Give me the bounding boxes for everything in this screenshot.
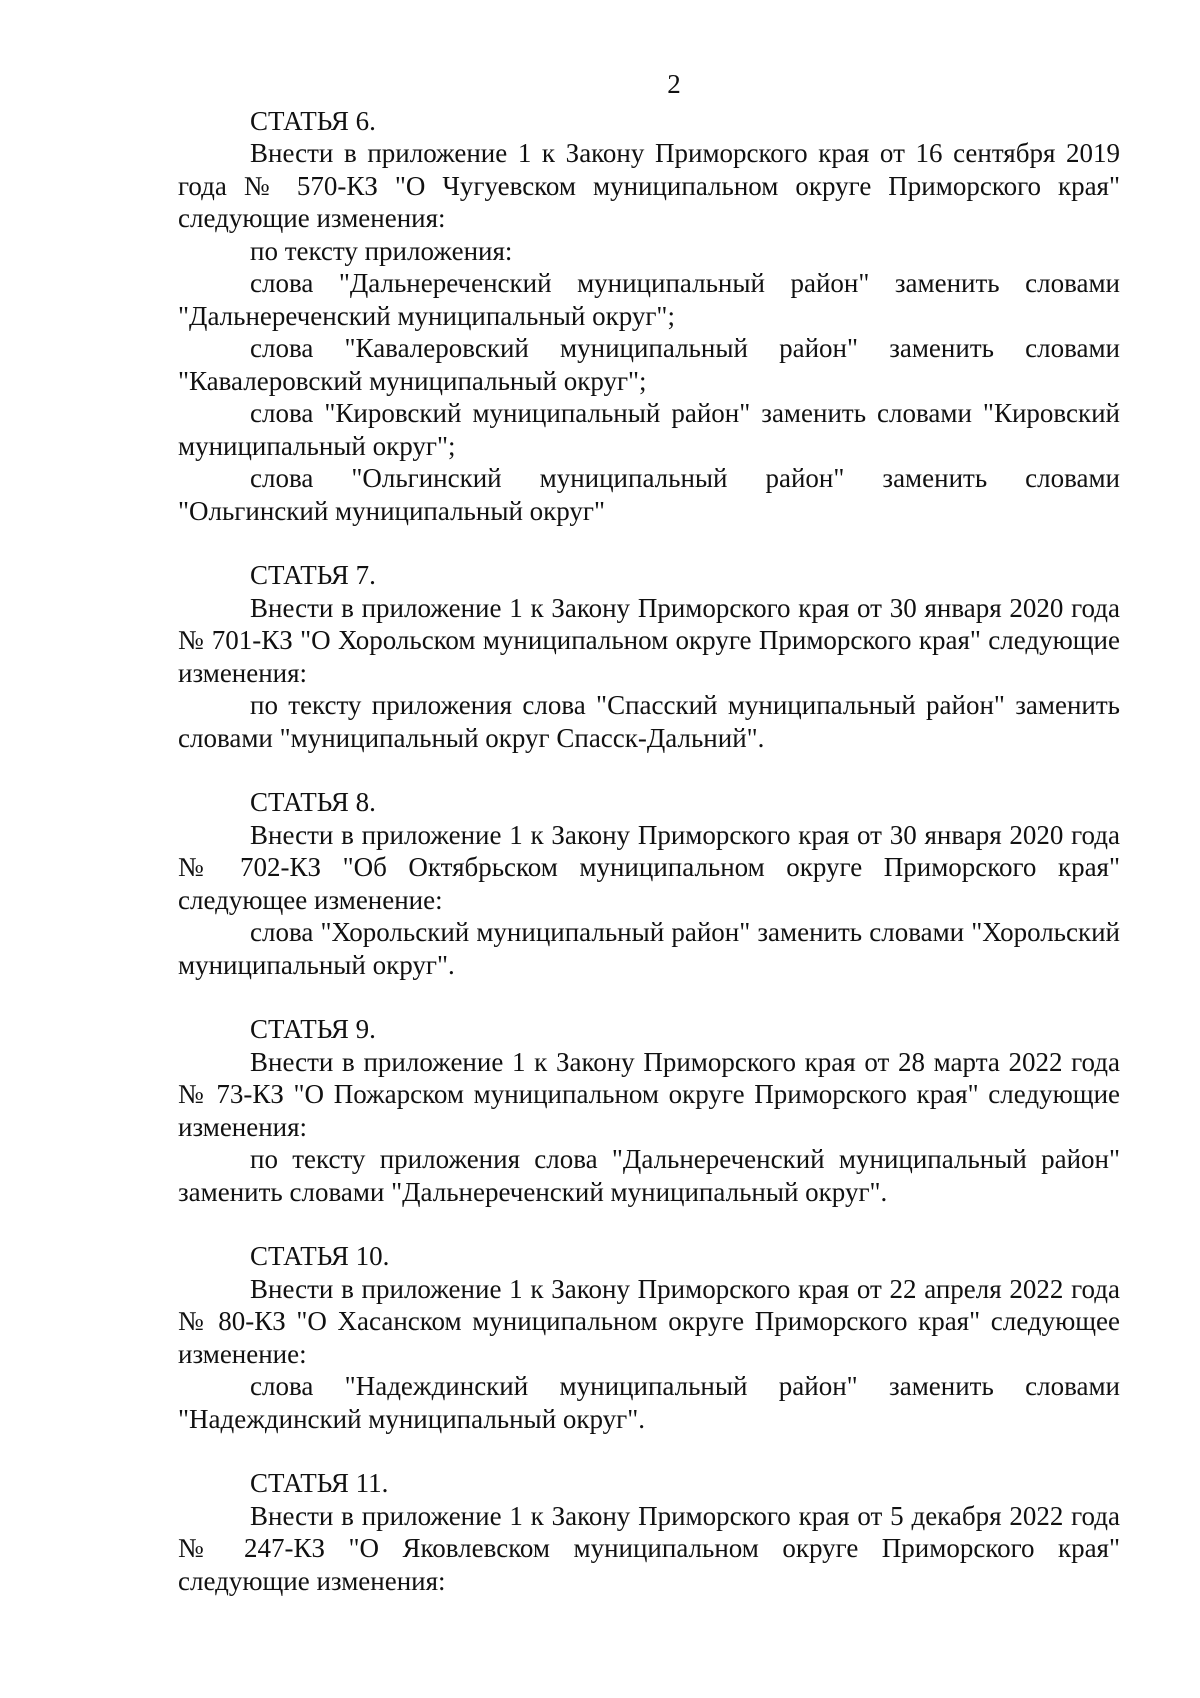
article-11 xyxy=(178,1467,1120,1597)
amendment-item: слова "Надеждинский муниципальный район" заменить словами "Надеждинский муниципальный округ". xyxy=(178,1371,1120,1434)
page-number: 2 xyxy=(667,69,681,99)
amendment-item: слова "Хорольский муниципальный район" заменить словами "Хорольский муниципальный округ". xyxy=(178,917,1120,980)
article-9 xyxy=(178,1013,1120,1208)
article-heading: СТАТЬЯ 11. xyxy=(250,1468,389,1498)
article-6 xyxy=(178,105,1120,528)
amendment-item: слова "Кавалеровский муниципальный район" заменить словами "Кавалеровский муниципальный округ"; xyxy=(178,333,1120,396)
amendment-item: слова "Ольгинский муниципальный район" заменить словами "Ольгинский муниципальный округ" xyxy=(178,463,1120,526)
article-intro: Внести в приложение 1 к Закону Приморского края от 30 января 2020 года № 702-КЗ "Об Октябрьском муниципальном округе Приморского края" следующее изменение: xyxy=(178,819,1120,915)
article-heading: СТАТЬЯ 10. xyxy=(250,1241,390,1271)
amendment-item: слова "Дальнереченский муниципальный район" заменить словами "Дальнереченский муниципальный округ"; xyxy=(178,268,1120,331)
article-intro: Внести в приложение 1 к Закону Приморского края от 28 марта 2022 года № 73-КЗ "О Пожарском муниципальном округе Приморского края" следующие изменения: xyxy=(178,1046,1120,1142)
article-heading: СТАТЬЯ 9. xyxy=(250,1014,376,1044)
amendment-item: по тексту приложения слова "Спасский муниципальный район" заменить словами "муниципальный округ Спасск-Дальний". xyxy=(178,690,1120,753)
article-8 xyxy=(178,786,1120,981)
article-intro: Внести в приложение 1 к Закону Приморского края от 5 декабря 2022 года № 247-КЗ "О Яковлевском муниципальном округе Приморского края" следующие изменения: xyxy=(178,1500,1120,1596)
article-heading: СТАТЬЯ 6. xyxy=(250,105,376,136)
article-heading: СТАТЬЯ 8. xyxy=(250,787,376,817)
article-intro: Внести в приложение 1 к Закону Приморского края от 16 сентября 2019 года № 570-КЗ "О Чугуевском муниципальном округе Приморского края" следующие изменения: xyxy=(178,138,1120,233)
article-7 xyxy=(178,559,1120,754)
article-subheading: по тексту приложения: xyxy=(250,235,513,266)
article-10 xyxy=(178,1240,1120,1435)
amendment-item: слова "Кировский муниципальный район" заменить словами "Кировский муниципальный округ"; xyxy=(178,398,1120,461)
article-heading: СТАТЬЯ 7. xyxy=(250,560,376,590)
amendment-item: по тексту приложения слова "Дальнереченский муниципальный район" заменить словами "Дальнереченский муниципальный округ". xyxy=(178,1144,1120,1207)
article-intro: Внести в приложение 1 к Закону Приморского края от 30 января 2020 года № 701-КЗ "О Хорольском муниципальном округе Приморского края" следующие изменения: xyxy=(178,592,1120,688)
article-intro: Внести в приложение 1 к Закону Приморского края от 22 апреля 2022 года № 80-КЗ "О Хасанском муниципальном округе Приморского края" следующее изменение: xyxy=(178,1273,1120,1369)
